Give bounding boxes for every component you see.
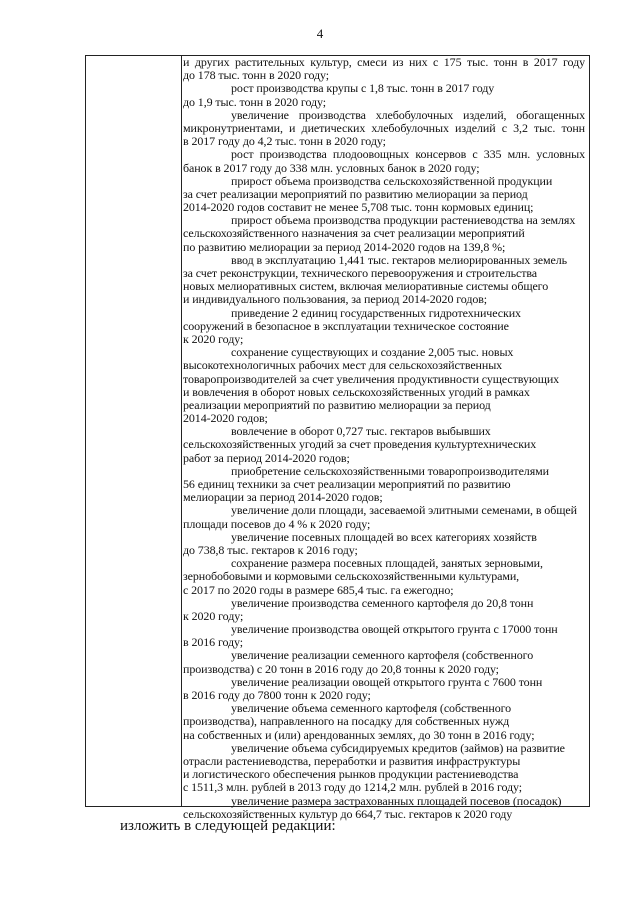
text-line: сохранение существующих и создание 2,005 тыс. новых — [231, 346, 514, 360]
text-line: сельскохозяйственных угодий за счет проведения культуртехнических — [183, 438, 537, 452]
text-line: ввод в эксплуатацию 1,441 тыс. гектаров мелиорированных земель — [231, 253, 567, 267]
text-line: производства), направленного на посадку для собственных нужд — [183, 715, 510, 729]
text-line: отрасли растениеводства, переработки и развития инфраструктуры — [183, 754, 521, 768]
text-line: новых мелиоративных систем, включая мелиоративные системы общего — [183, 280, 549, 294]
table-cell-text — [183, 56, 585, 821]
text-line: зернобобовыми и кормовыми сельскохозяйственными культурами, — [183, 570, 520, 584]
text-line: за счет реализации мероприятий по развитию мелиорации за период — [183, 187, 528, 201]
text-line: сельскохозяйственного назначения за счет реализации мероприятий — [183, 227, 525, 241]
text-line: 2014-2020 годов составит не менее 5,708 тыс. тонн кормовых единиц; — [183, 201, 534, 215]
text-line: вовлечение в оборот 0,727 тыс. гектаров выбывших — [231, 425, 491, 439]
text-line: сельскохозяйственных культур до 664,7 тыс. гектаров к 2020 году — [183, 807, 513, 821]
text-line: до 738,8 тыс. гектаров к 2016 году; — [183, 543, 358, 557]
text-line: работ за период 2014-2020 годов; — [183, 451, 350, 465]
text-line: сохранение размера посевных площадей, занятых зерновыми, — [231, 557, 543, 571]
text-line: и других растительных культур, смеси из них с 175 тыс. тонн в 2017 году — [183, 56, 585, 69]
text-line: мелиорации за период 2014-2020 годов; — [183, 491, 383, 505]
text-line: высокотехнологичных рабочих мест для сельскохозяйственных — [183, 359, 503, 373]
text-line: увеличение производства семенного картофеля до 20,8 тонн — [231, 596, 534, 610]
page-number: 4 — [316, 26, 324, 41]
text-line: увеличение реализации овощей открытого грунта с 7600 тонн — [231, 675, 543, 689]
text-line: по развитию мелиорации за период 2014-2020 годов на 139,8 %; — [183, 240, 506, 254]
text-line: банок в 2017 году до 338 млн. условных банок в 2020 году; — [183, 161, 480, 175]
text-line: за счет реконструкции, технического перевооружения и строительства — [183, 267, 538, 280]
text-line: 2014-2020 годов; — [183, 412, 268, 426]
text-line: рост производства плодоовощных консервов с 335 млн. условных — [231, 148, 585, 162]
text-line: в 2016 году; — [183, 636, 244, 650]
text-line: приведение 2 единиц государственных гидротехнических — [231, 306, 521, 320]
text-line: увеличение объема семенного картофеля (собственного — [231, 702, 512, 716]
text-line: к 2020 году; — [183, 609, 244, 623]
text-line: до 178 тыс. тонн в 2020 году; — [183, 69, 329, 83]
text-line: и индивидуального пользования, за период 2014-2020 годов; — [183, 293, 488, 307]
text-line: на собственных и (или) арендованных землях, до 30 тонн в 2016 году; — [183, 728, 535, 742]
instruction-text: изложить в следующей редакции: — [120, 818, 336, 834]
text-line: прирост объема производства продукции растениеводства на землях — [231, 214, 576, 228]
text-line: производства) с 20 тонн в 2016 году до 20,8 тонны к 2020 году; — [183, 662, 499, 676]
table-column-divider — [181, 55, 182, 807]
text-line: увеличение производства хлебобулочных изделий, обогащенных — [231, 108, 585, 122]
text-line: увеличение реализации семенного картофеля (собственного — [231, 649, 534, 663]
text-line: товаропроизводителей за счет увеличения продуктивности существующих — [183, 372, 560, 386]
text-line: с 2017 по 2020 годы в размере 685,4 тыс. га ежегодно; — [183, 583, 454, 597]
text-line: приобретение сельскохозяйственными товаропроизводителями — [231, 464, 549, 478]
text-line: с 1511,3 млн. рублей в 2013 году до 1214,2 млн. рублей в 2016 году; — [183, 781, 523, 795]
text-line: и логистического обеспечения рынков продукции растениеводства — [183, 768, 519, 782]
text-line: реализации мероприятий по развитию мелиорации за период — [183, 398, 491, 412]
text-line: микронутриентами, и диетических хлебобулочных изделий с 3,2 тыс. тонн — [183, 121, 585, 135]
text-line: увеличение размера застрахованных площадей посевов (посадок) — [231, 794, 562, 808]
text-line: сооружений в безопасное в эксплуатации техническое состояние — [183, 319, 509, 333]
text-line: к 2020 году; — [183, 332, 244, 346]
text-line: в 2016 году до 7800 тонн к 2020 году; — [183, 689, 371, 702]
text-line: увеличение производства овощей открытого грунта с 17000 тонн — [231, 623, 558, 637]
text-line: увеличение объема субсидируемых кредитов (займов) на развитие — [231, 741, 565, 755]
text-line: в 2017 году до 4,2 тыс. тонн в 2020 году; — [183, 135, 386, 149]
text-line: увеличение доли площади, засеваемой элитными семенами, в общей — [231, 504, 577, 518]
text-line: площади посевов до 4 % к 2020 году; — [183, 517, 371, 531]
text-line: и вовлечения в оборот новых сельскохозяйственных угодий в рамках — [183, 385, 530, 399]
text-line: рост производства крупы с 1,8 тыс. тонн в 2017 году — [231, 82, 495, 96]
text-line: увеличение посевных площадей во всех категориях хозяйств — [231, 530, 537, 544]
text-line: до 1,9 тыс. тонн в 2020 году; — [183, 95, 326, 109]
text-line: 56 единиц техники за счет реализации мероприятий по развитию — [183, 478, 511, 491]
text-line: прирост объема производства сельскохозяйственной продукции — [231, 174, 553, 188]
